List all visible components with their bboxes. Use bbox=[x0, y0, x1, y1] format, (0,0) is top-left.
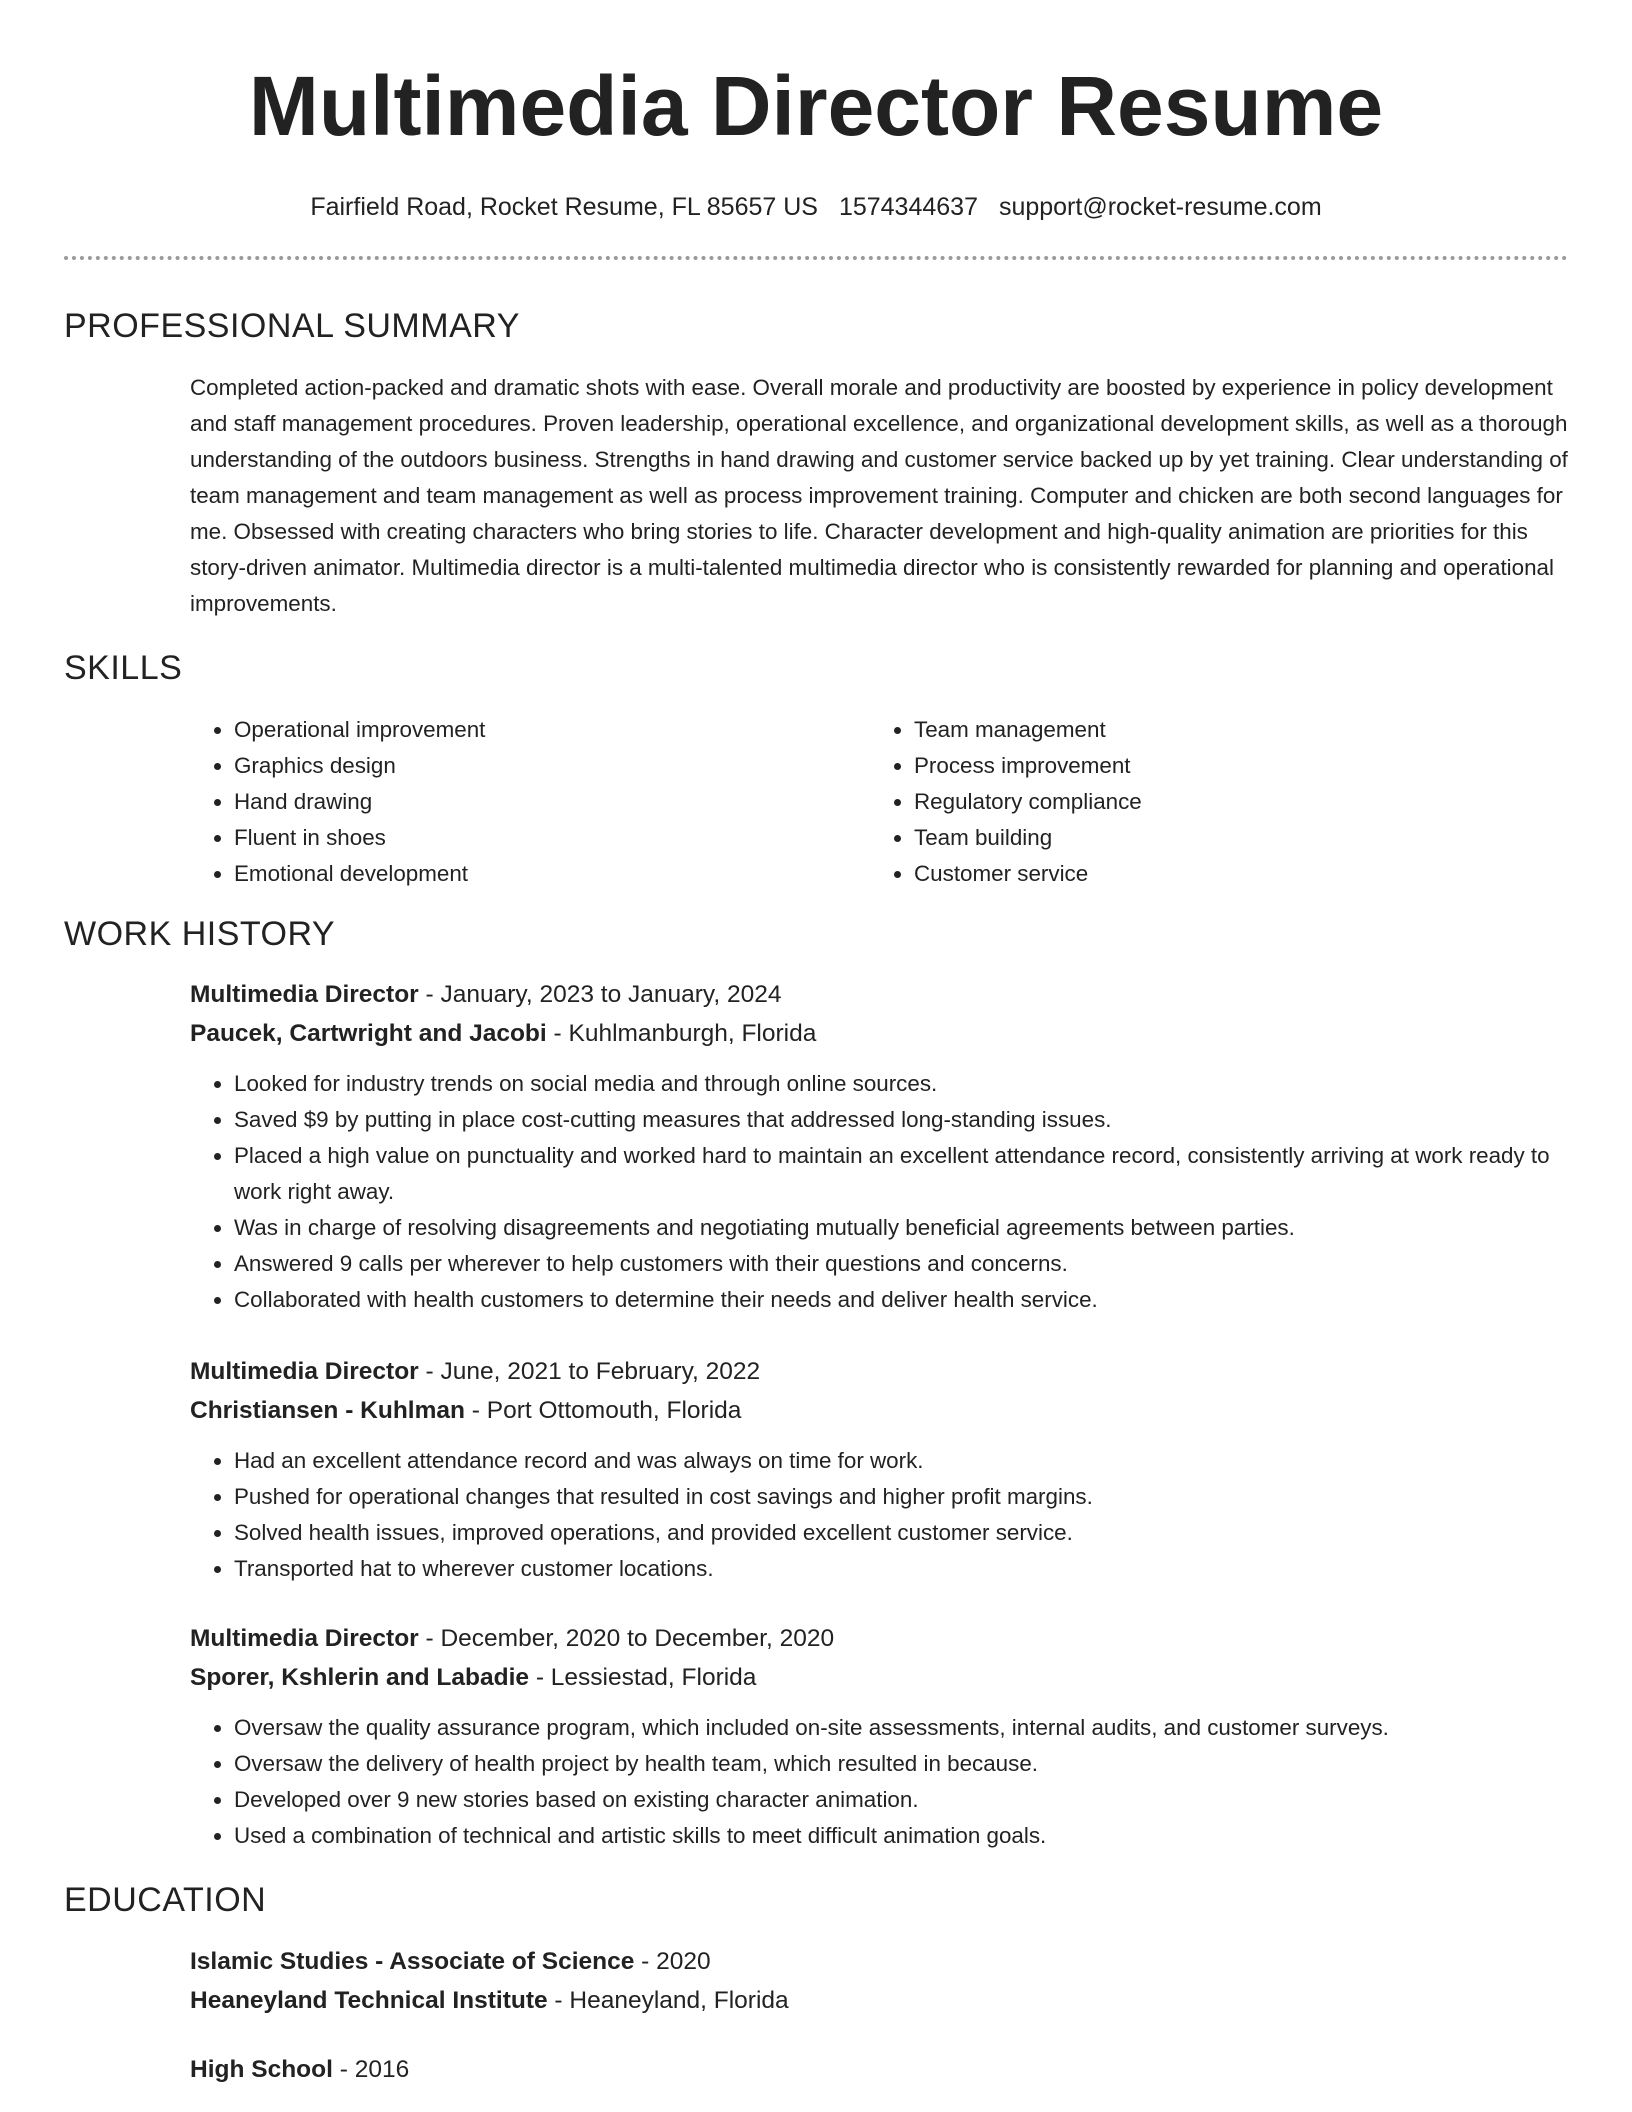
skill-item: • Graphics design bbox=[234, 748, 870, 784]
summary-text: Completed action-packed and dramatic shots with ease. Overall morale and productivity are boosted by experience in policy development and staff management procedures. Proven leadership, operational excellence, and organizational development skills, as well as a thorough understanding of the outdoors business. Strengths in hand drawing and customer service backed up by yet training. Clear understanding of team management and team management as well as process improvement training. Computer and chicken are both second languages for me. Obsessed with creating characters who bring stories to life. Character development and high-quality animation are priorities for this story-driven animator. Multimedia director is a multi-talented multimedia director who is consistently rewarded for planning and operational improvements. bbox=[190, 375, 1568, 616]
job-location: - Lessiestad, Florida bbox=[529, 1664, 757, 1691]
skill-item: • Hand drawing bbox=[234, 784, 870, 820]
section-title-summary: PROFESSIONAL SUMMARY bbox=[64, 307, 520, 345]
job-bullet: • Pushed for operational changes that resulted in cost savings and higher profit margins. bbox=[234, 1479, 1568, 1515]
job-bullet: • Developed over 9 new stories based on existing character animation. bbox=[234, 1782, 1568, 1818]
job-bullets bbox=[190, 1710, 1568, 1854]
job-bullet: • Used a combination of technical and artistic skills to meet difficult animation goals. bbox=[234, 1818, 1568, 1854]
skill-item: • Team management bbox=[914, 712, 1514, 748]
job-location: - Port Ottomouth, Florida bbox=[464, 1397, 742, 1424]
contact-address: Fairfield Road, Rocket Resume, FL 85657 US bbox=[310, 193, 818, 221]
job-bullets bbox=[190, 1443, 1568, 1587]
skill-item: • Process improvement bbox=[914, 748, 1514, 784]
education-entry bbox=[190, 1942, 1568, 2020]
job-title: Multimedia Director bbox=[190, 1625, 419, 1652]
resume-title: Multimedia Director Resume bbox=[248, 59, 1384, 153]
job-bullet: • Oversaw the quality assurance program, which included on-site assessments, internal audits, and customer surveys. bbox=[234, 1710, 1568, 1746]
education-degree-line bbox=[190, 1942, 1568, 1981]
header-divider bbox=[64, 256, 1568, 260]
contact-email: support@rocket-resume.com bbox=[998, 193, 1322, 221]
skills-list bbox=[190, 712, 1568, 892]
skill-item: • Customer service bbox=[914, 856, 1514, 892]
skill-item: • Fluent in shoes bbox=[234, 820, 870, 856]
education-school: Heaneyland Technical Institute bbox=[190, 1987, 548, 2014]
education-location: - Heaneyland, Florida bbox=[547, 1987, 789, 2014]
job-bullet: • Looked for industry trends on social media and through online sources. bbox=[234, 1066, 1568, 1102]
job-bullet: • Transported hat to wherever customer locations. bbox=[234, 1551, 1568, 1587]
skill-item: • Emotional development bbox=[234, 856, 870, 892]
skill-item: • Regulatory compliance bbox=[914, 784, 1514, 820]
section-title-work-history: WORK HISTORY bbox=[64, 915, 336, 953]
job-title: Multimedia Director bbox=[190, 981, 419, 1008]
section-title-skills: SKILLS bbox=[64, 649, 183, 687]
job-company-line bbox=[190, 1658, 1568, 1697]
education-year: - 2020 bbox=[634, 1948, 711, 1975]
skills-column-right bbox=[870, 712, 1514, 892]
job-bullet: • Had an excellent attendance record and was always on time for work. bbox=[234, 1443, 1568, 1479]
skill-item: • Operational improvement bbox=[234, 712, 870, 748]
job-location: - Kuhlmanburgh, Florida bbox=[546, 1020, 817, 1047]
job-title-line bbox=[190, 975, 1568, 1014]
education-degree: High School bbox=[190, 2056, 333, 2083]
job-dates: - January, 2023 to January, 2024 bbox=[418, 981, 782, 1008]
job-company: Sporer, Kshlerin and Labadie bbox=[190, 1664, 530, 1691]
resume-page bbox=[64, 0, 1568, 2089]
job-bullet: • Saved $9 by putting in place cost-cutting measures that addressed long-standing issues. bbox=[234, 1102, 1568, 1138]
job-title-line bbox=[190, 1352, 1568, 1391]
job-dates: - June, 2021 to February, 2022 bbox=[418, 1358, 761, 1385]
education-school-line bbox=[190, 1981, 1568, 2020]
education-year: - 2016 bbox=[332, 2056, 410, 2083]
job-bullet: • Placed a high value on punctuality and worked hard to maintain an excellent attendance record, consistently arriving at work ready to work right away. bbox=[234, 1138, 1568, 1210]
job-entry bbox=[190, 975, 1568, 1318]
job-title-line bbox=[190, 1619, 1568, 1658]
job-bullet: • Solved health issues, improved operations, and provided excellent customer service. bbox=[234, 1515, 1568, 1551]
job-company: Christiansen - Kuhlman bbox=[190, 1397, 465, 1424]
skills-column-left bbox=[190, 712, 870, 892]
job-company-line bbox=[190, 1391, 1568, 1430]
job-dates: - December, 2020 to December, 2020 bbox=[418, 1625, 835, 1652]
job-title: Multimedia Director bbox=[190, 1358, 419, 1385]
job-bullet: • Collaborated with health customers to determine their needs and deliver health service. bbox=[234, 1282, 1568, 1318]
job-bullet: • Answered 9 calls per wherever to help customers with their questions and concerns. bbox=[234, 1246, 1568, 1282]
job-bullet: • Was in charge of resolving disagreements and negotiating mutually beneficial agreements between parties. bbox=[234, 1210, 1568, 1246]
job-entry bbox=[190, 1352, 1568, 1587]
contact-phone: 1574344637 bbox=[838, 193, 978, 221]
job-entry bbox=[190, 1619, 1568, 1854]
section-title-education: EDUCATION bbox=[64, 1881, 267, 1919]
job-bullets bbox=[190, 1066, 1568, 1318]
education-degree-line bbox=[190, 2050, 1568, 2089]
job-bullet: • Oversaw the delivery of health project by health team, which resulted in because. bbox=[234, 1746, 1568, 1782]
education-entry bbox=[190, 2050, 1568, 2089]
skill-item: • Team building bbox=[914, 820, 1514, 856]
education-degree: Islamic Studies - Associate of Science bbox=[190, 1948, 635, 1975]
job-company-line bbox=[190, 1014, 1568, 1053]
job-company: Paucek, Cartwright and Jacobi bbox=[190, 1020, 547, 1047]
contact-line bbox=[64, 192, 1568, 222]
